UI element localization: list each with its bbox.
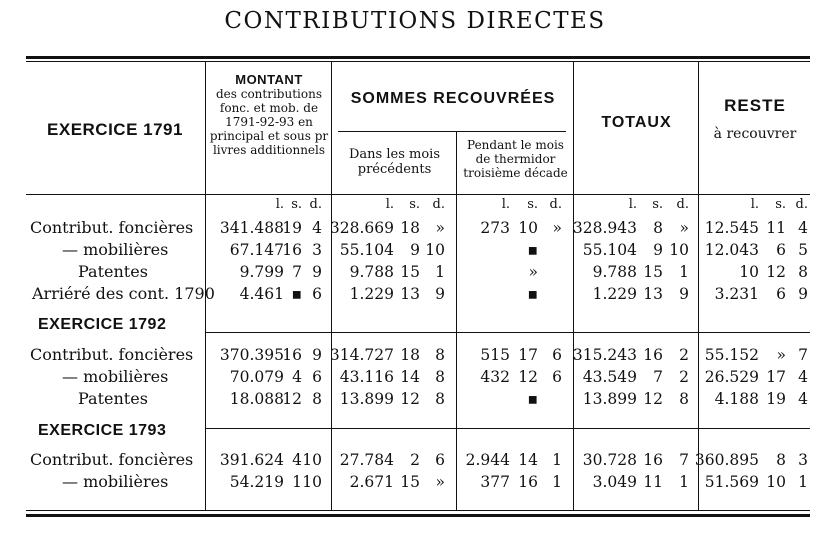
cell-thermidor-s: 14	[518, 451, 538, 469]
cell-montant-d: 6	[312, 368, 322, 386]
thermidor-line: troisième décade	[463, 166, 568, 180]
cell-totaux-l: 43.549	[582, 368, 637, 386]
cell-thermidor-d: 1	[552, 473, 562, 491]
unit-label: d.	[309, 197, 322, 212]
cell-totaux-d: 1	[679, 263, 689, 281]
header-totaux: TOTAUX	[601, 114, 672, 131]
cell-precedents-d: 10	[425, 241, 445, 259]
cell-montant-s: 12	[282, 390, 302, 408]
cell-reste-s: 11	[766, 219, 786, 237]
section-rule	[698, 428, 810, 429]
cell-thermidor-d: 6	[552, 346, 562, 364]
cell-reste-s: 6	[776, 285, 786, 303]
cell-reste-l: 12.043	[704, 241, 759, 259]
montant-line: livres additionnels	[212, 143, 326, 157]
cell-reste-d: 3	[798, 451, 808, 469]
cell-montant-d: 8	[312, 390, 322, 408]
montant-line: 1791-92-93 en	[225, 115, 313, 129]
cell-totaux-s: 16	[643, 451, 663, 469]
cell-thermidor-s: 12	[518, 368, 538, 386]
cell-reste-d: 4	[798, 368, 808, 386]
cell-thermidor-s: 10	[518, 219, 538, 237]
cell-montant-d: 6	[312, 285, 322, 303]
unit-label: l.	[628, 197, 637, 212]
cell-thermidor-s: ▪	[527, 390, 538, 408]
cell-precedents-s: 15	[400, 263, 420, 281]
cell-thermidor-l: 377	[480, 473, 510, 491]
cell-precedents-s: 14	[400, 368, 420, 386]
cell-totaux-s: 8	[653, 219, 663, 237]
cell-totaux-s: 15	[643, 263, 663, 281]
cell-reste-l: 26.529	[704, 368, 759, 386]
cell-thermidor-s: ▪	[527, 285, 538, 303]
cell-thermidor-l: 273	[480, 219, 510, 237]
cell-montant-d: 9	[312, 263, 322, 281]
cell-montant-l: 9.799	[239, 263, 284, 281]
cell-montant-d: 10	[302, 473, 322, 491]
sommes-split-rule	[338, 131, 566, 132]
cell-thermidor-s: 17	[518, 346, 538, 364]
cell-reste-l: 3.231	[714, 285, 759, 303]
precedents-line: Dans les mois	[349, 147, 440, 162]
cell-totaux-d: 2	[679, 368, 689, 386]
top-double-rule-thick	[26, 56, 810, 59]
cell-precedents-s: 18	[400, 346, 420, 364]
cell-totaux-l: 328.943	[572, 219, 637, 237]
cell-precedents-l: 1.229	[349, 285, 394, 303]
cell-reste-d: 7	[798, 346, 808, 364]
cell-thermidor-s: 16	[518, 473, 538, 491]
cell-precedents-l: 328.669	[329, 219, 394, 237]
cell-precedents-l: 43.116	[339, 368, 394, 386]
montant-line: principal et sous pr	[209, 129, 329, 143]
cell-totaux-l: 9.788	[592, 263, 637, 281]
cell-precedents-l: 13.899	[339, 390, 394, 408]
cell-reste-s: »	[776, 346, 786, 364]
cell-precedents-l: 2.671	[349, 473, 394, 491]
unit-label: s.	[291, 197, 302, 212]
thermidor-line: de thermidor	[475, 152, 556, 166]
cell-totaux-s: 13	[643, 285, 663, 303]
unit-label: d.	[432, 197, 445, 212]
unit-label: s.	[652, 197, 663, 212]
cell-precedents-d: 6	[435, 451, 445, 469]
cell-montant-l: 370.395	[219, 346, 284, 364]
section-rule	[205, 428, 331, 429]
cell-reste-l: 4.188	[714, 390, 759, 408]
cell-totaux-s: 12	[643, 390, 663, 408]
unit-label: l.	[385, 197, 394, 212]
cell-reste-d: 9	[798, 285, 808, 303]
reste-title: RESTE	[724, 96, 786, 115]
cell-totaux-l: 1.229	[592, 285, 637, 303]
montant-line: fonc. et mob. de	[219, 101, 319, 115]
section-rule	[573, 428, 698, 429]
cell-montant-l: 70.079	[229, 368, 284, 386]
row-label: Patentes	[78, 262, 148, 281]
cell-reste-s: 17	[766, 368, 786, 386]
cell-reste-d: 4	[798, 219, 808, 237]
cell-thermidor-d: 1	[552, 451, 562, 469]
section-rule	[698, 332, 810, 333]
cell-totaux-d: 2	[679, 346, 689, 364]
reste-subtitle: à recouvrer	[713, 126, 797, 142]
cell-totaux-d: 7	[679, 451, 689, 469]
montant-title: MONTANT	[235, 72, 303, 87]
cell-totaux-d: »	[679, 219, 689, 237]
cell-reste-l: 360.895	[694, 451, 759, 469]
top-double-rule-thin	[26, 61, 810, 62]
cell-montant-l: 4.461	[239, 285, 284, 303]
cell-precedents-s: 18	[400, 219, 420, 237]
unit-label: s.	[775, 197, 786, 212]
cell-reste-s: 10	[766, 473, 786, 491]
cell-totaux-s: 16	[643, 346, 663, 364]
row-label: — mobilières	[62, 367, 169, 386]
bottom-double-rule-thick	[26, 514, 810, 517]
cell-precedents-d: »	[435, 219, 445, 237]
cell-totaux-l: 315.243	[572, 346, 637, 364]
cell-totaux-s: 9	[653, 241, 663, 259]
cell-montant-d: 9	[312, 346, 322, 364]
cell-totaux-l: 30.728	[582, 451, 637, 469]
cell-reste-d: 8	[798, 263, 808, 281]
header-exercice-1791: EXERCICE 1791	[47, 120, 183, 139]
header-bottom-rule	[26, 194, 810, 195]
header-montant	[207, 72, 331, 157]
unit-label: d.	[795, 197, 808, 212]
cell-totaux-d: 1	[679, 473, 689, 491]
cell-reste-s: 8	[776, 451, 786, 469]
cell-reste-l: 55.152	[704, 346, 759, 364]
cell-reste-s: 6	[776, 241, 786, 259]
cell-reste-l: 51.569	[704, 473, 759, 491]
cell-montant-l: 18.088	[229, 390, 284, 408]
bottom-double-rule-thin	[26, 510, 810, 511]
cell-thermidor-d: »	[552, 219, 562, 237]
cell-reste-d: 1	[798, 473, 808, 491]
section-label: EXERCICE 1792	[38, 316, 167, 333]
cell-precedents-d: 8	[435, 346, 445, 364]
cell-thermidor-s: ▪	[527, 241, 538, 259]
cell-totaux-d: 8	[679, 390, 689, 408]
cell-thermidor-l: 432	[480, 368, 510, 386]
cell-totaux-l: 13.899	[582, 390, 637, 408]
cell-reste-s: 12	[766, 263, 786, 281]
unit-label: s.	[409, 197, 420, 212]
row-label: Patentes	[78, 389, 148, 408]
cell-precedents-s: 2	[410, 451, 420, 469]
header-sommes-precedents	[333, 147, 456, 177]
row-label: — mobilières	[62, 240, 169, 259]
cell-montant-s: 16	[282, 241, 302, 259]
cell-montant-s: 4	[292, 368, 302, 386]
cell-reste-d: 4	[798, 390, 808, 408]
cell-montant-l: 54.219	[229, 473, 284, 491]
cell-thermidor-s: »	[528, 263, 538, 281]
cell-precedents-s: 9	[410, 241, 420, 259]
section-rule	[205, 332, 331, 333]
cell-reste-d: 5	[798, 241, 808, 259]
unit-label: l.	[750, 197, 759, 212]
cell-precedents-s: 15	[400, 473, 420, 491]
cell-reste-l: 12.545	[704, 219, 759, 237]
cell-thermidor-l: 2.944	[465, 451, 510, 469]
precedents-line: précédents	[357, 162, 432, 177]
cell-montant-s: 16	[282, 346, 302, 364]
unit-label: d.	[549, 197, 562, 212]
unit-label: d.	[676, 197, 689, 212]
cell-reste-l: 10	[739, 263, 759, 281]
cell-totaux-l: 55.104	[582, 241, 637, 259]
unit-label: s.	[527, 197, 538, 212]
cell-precedents-d: 1	[435, 263, 445, 281]
cell-precedents-d: 8	[435, 390, 445, 408]
cell-montant-s: 4	[292, 451, 302, 469]
header-reste	[700, 96, 810, 142]
cell-montant-s: 7	[292, 263, 302, 281]
header-sommes-recouvrees: SOMMES RECOUVRÉES	[350, 90, 556, 107]
cell-totaux-d: 9	[679, 285, 689, 303]
cell-reste-s: 19	[766, 390, 786, 408]
cell-montant-s: ▪	[291, 285, 302, 303]
section-label: EXERCICE 1793	[38, 422, 167, 439]
cell-totaux-d: 10	[669, 241, 689, 259]
cell-precedents-d: »	[435, 473, 445, 491]
row-label: Contribut. foncières	[30, 218, 194, 237]
cell-precedents-l: 314.727	[329, 346, 394, 364]
header-sommes-thermidor	[458, 138, 573, 180]
section-rule	[331, 428, 573, 429]
page-title: CONTRIBUTIONS DIRECTES	[224, 8, 606, 34]
row-label: Contribut. foncières	[30, 450, 194, 469]
cell-totaux-s: 11	[643, 473, 663, 491]
cell-precedents-l: 27.784	[339, 451, 394, 469]
cell-thermidor-l: 515	[480, 346, 510, 364]
cell-precedents-l: 55.104	[339, 241, 394, 259]
cell-totaux-s: 7	[653, 368, 663, 386]
cell-montant-l: 67.147	[229, 241, 284, 259]
row-label: Contribut. foncières	[30, 345, 194, 364]
cell-montant-s: 19	[282, 219, 302, 237]
cell-precedents-l: 9.788	[349, 263, 394, 281]
cell-totaux-l: 3.049	[592, 473, 637, 491]
cell-montant-d: 4	[312, 219, 322, 237]
unit-label: l.	[275, 197, 284, 212]
section-rule	[331, 332, 573, 333]
cell-montant-l: 341.488	[219, 219, 284, 237]
cell-thermidor-d: 6	[552, 368, 562, 386]
row-label: Arriéré des cont. 1790	[32, 284, 215, 303]
cell-montant-d: 10	[302, 451, 322, 469]
cell-precedents-d: 8	[435, 368, 445, 386]
cell-precedents-s: 13	[400, 285, 420, 303]
cell-montant-l: 391.624	[219, 451, 284, 469]
thermidor-line: Pendant le mois	[467, 138, 564, 152]
section-rule	[573, 332, 698, 333]
cell-montant-s: 1	[292, 473, 302, 491]
cell-precedents-d: 9	[435, 285, 445, 303]
row-label: — mobilières	[62, 472, 169, 491]
unit-label: l.	[501, 197, 510, 212]
montant-line: des contributions	[215, 87, 322, 101]
cell-precedents-s: 12	[400, 390, 420, 408]
cell-montant-d: 3	[312, 241, 322, 259]
